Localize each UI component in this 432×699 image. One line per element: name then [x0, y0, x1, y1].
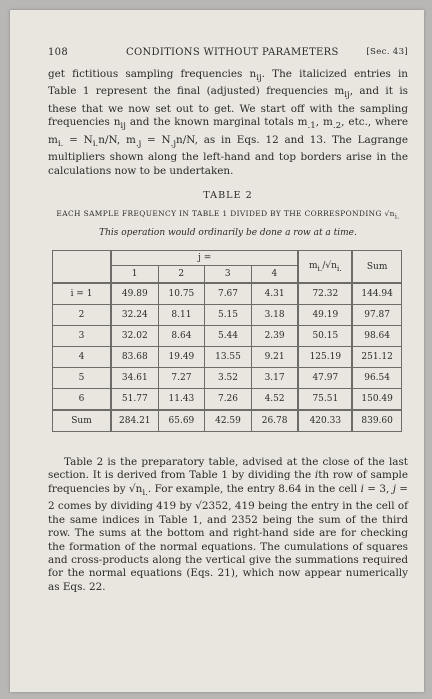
- table-cell: 3.18: [251, 305, 298, 326]
- table-title: TABLE 2: [203, 190, 253, 201]
- table-row: [53, 389, 402, 411]
- table-row: [53, 283, 402, 305]
- table-cell: 7.67: [205, 283, 252, 305]
- table-cell: 42.59: [205, 410, 252, 432]
- table-cell: 8.64: [158, 326, 205, 347]
- table-cell: 13.55: [205, 347, 252, 368]
- table-j-row: [53, 251, 402, 266]
- ratio-header: $m_{i.}/√n_{i.}$: [298, 251, 352, 284]
- row-label: 2: [53, 305, 112, 326]
- sum-cell: 251.12: [352, 347, 401, 368]
- row-label: 6: [53, 389, 112, 411]
- table-cell: 3.17: [251, 368, 298, 389]
- sum-cell: 98.64: [352, 326, 401, 347]
- row-label: Sum: [53, 410, 112, 432]
- table-cell: 284.21: [111, 410, 158, 432]
- table-note: This operation would ordinarily be done a row at a time.: [99, 228, 357, 238]
- section-ref: [Sec. 43]: [366, 47, 408, 57]
- table-row: [53, 326, 402, 347]
- sum-cell: 144.94: [352, 283, 401, 305]
- table-cell: 4.31: [251, 283, 298, 305]
- ratio-cell: 72.32: [298, 283, 352, 305]
- table-cell: 65.69: [158, 410, 205, 432]
- table-cell: 7.27: [158, 368, 205, 389]
- table-row: [53, 305, 402, 326]
- paragraph-intro: get fictitious sampling frequencies $n_{ij}$. The italicized entries in Table 1 represent the final (adjusted) frequencies $m_{ij}$, and it is these that we now set out to get. We start off with the sampling frequencies $n_{ij}$ and the known marginal totals $m_{.1}$, $m_{.2}$, etc., where $m_{i.} = N_{i.}n/N$, $m_{.j} = N_{.j}n/N$, as in Eqs. 12 and 13. The Lagrange multipliers shown along the left-hand and top borders arise in the calculations now to be undertaken.: [48, 68, 408, 177]
- table-sum-row: [53, 410, 402, 432]
- sum-cell: 150.49: [352, 389, 401, 411]
- table-cell: 10.75: [158, 283, 205, 305]
- ratio-cell: 125.19: [298, 347, 352, 368]
- ratio-cell: 49.19: [298, 305, 352, 326]
- row-label: 5: [53, 368, 112, 389]
- table-cell: 26.78: [251, 410, 298, 432]
- j-header: j =: [111, 251, 298, 266]
- ratio-cell: 420.33: [298, 410, 352, 432]
- ratio-cell: 75.51: [298, 389, 352, 411]
- running-title: CONDITIONS WITHOUT PARAMETERS: [126, 47, 339, 58]
- table-cell: 34.61: [111, 368, 158, 389]
- table-cell: 3.52: [205, 368, 252, 389]
- table-cell: 2.39: [251, 326, 298, 347]
- row-label: 4: [53, 347, 112, 368]
- table-cell: 5.15: [205, 305, 252, 326]
- table-cell: 19.49: [158, 347, 205, 368]
- table-cell: 4.52: [251, 389, 298, 411]
- table-cell: 49.89: [111, 283, 158, 305]
- ratio-cell: 47.97: [298, 368, 352, 389]
- row-label: i = 1: [53, 283, 112, 305]
- sum-cell: 96.54: [352, 368, 401, 389]
- sum-header: Sum: [352, 251, 401, 284]
- table-corner: [53, 251, 112, 284]
- table-caption: EACH SAMPLE FREQUENCY IN TABLE 1 DIVIDED BY THE CORRESPONDING $√n_{i.}$: [56, 209, 400, 221]
- sum-cell: 97.87: [352, 305, 401, 326]
- table-row: [53, 368, 402, 389]
- table-cell: 7.26: [205, 389, 252, 411]
- table-cell: 32.24: [111, 305, 158, 326]
- ratio-cell: 50.15: [298, 326, 352, 347]
- table-cell: 5.44: [205, 326, 252, 347]
- table-cell: 9.21: [251, 347, 298, 368]
- table-cell: 8.11: [158, 305, 205, 326]
- data-table: [52, 250, 402, 432]
- sum-cell: 839.60: [352, 410, 401, 432]
- column-header: 3: [205, 266, 252, 284]
- row-label: 3: [53, 326, 112, 347]
- table-cell: 32.02: [111, 326, 158, 347]
- book-page: [10, 10, 424, 692]
- column-header: 2: [158, 266, 205, 284]
- column-header: 4: [251, 266, 298, 284]
- table-cell: 11.43: [158, 389, 205, 411]
- column-header: 1: [111, 266, 158, 284]
- table-cell: 51.77: [111, 389, 158, 411]
- page-number: 108: [48, 47, 68, 58]
- paragraph-explanation: Table 2 is the preparatory table, advised at the close of the last section. It is derived from Table 1 by dividing the ith row of sample frequencies by $√n_{i.}$. For example, the entry 8.64 in the cell i = 3, j = 2 comes by dividing 419 by √2352, 419 being the entry in the cell of the same indices in Table 1, and 2352 being the sum of the third row. The sums at the bottom and right-hand side are for checking the formation of the normal equations. The cumulations of squares and cross-products along the vertical give the summations required for the normal equations (Eqs. 21), which now appear numerically as Eqs. 22.: [48, 456, 409, 593]
- table-row: [53, 347, 402, 368]
- table-cell: 83.68: [111, 347, 158, 368]
